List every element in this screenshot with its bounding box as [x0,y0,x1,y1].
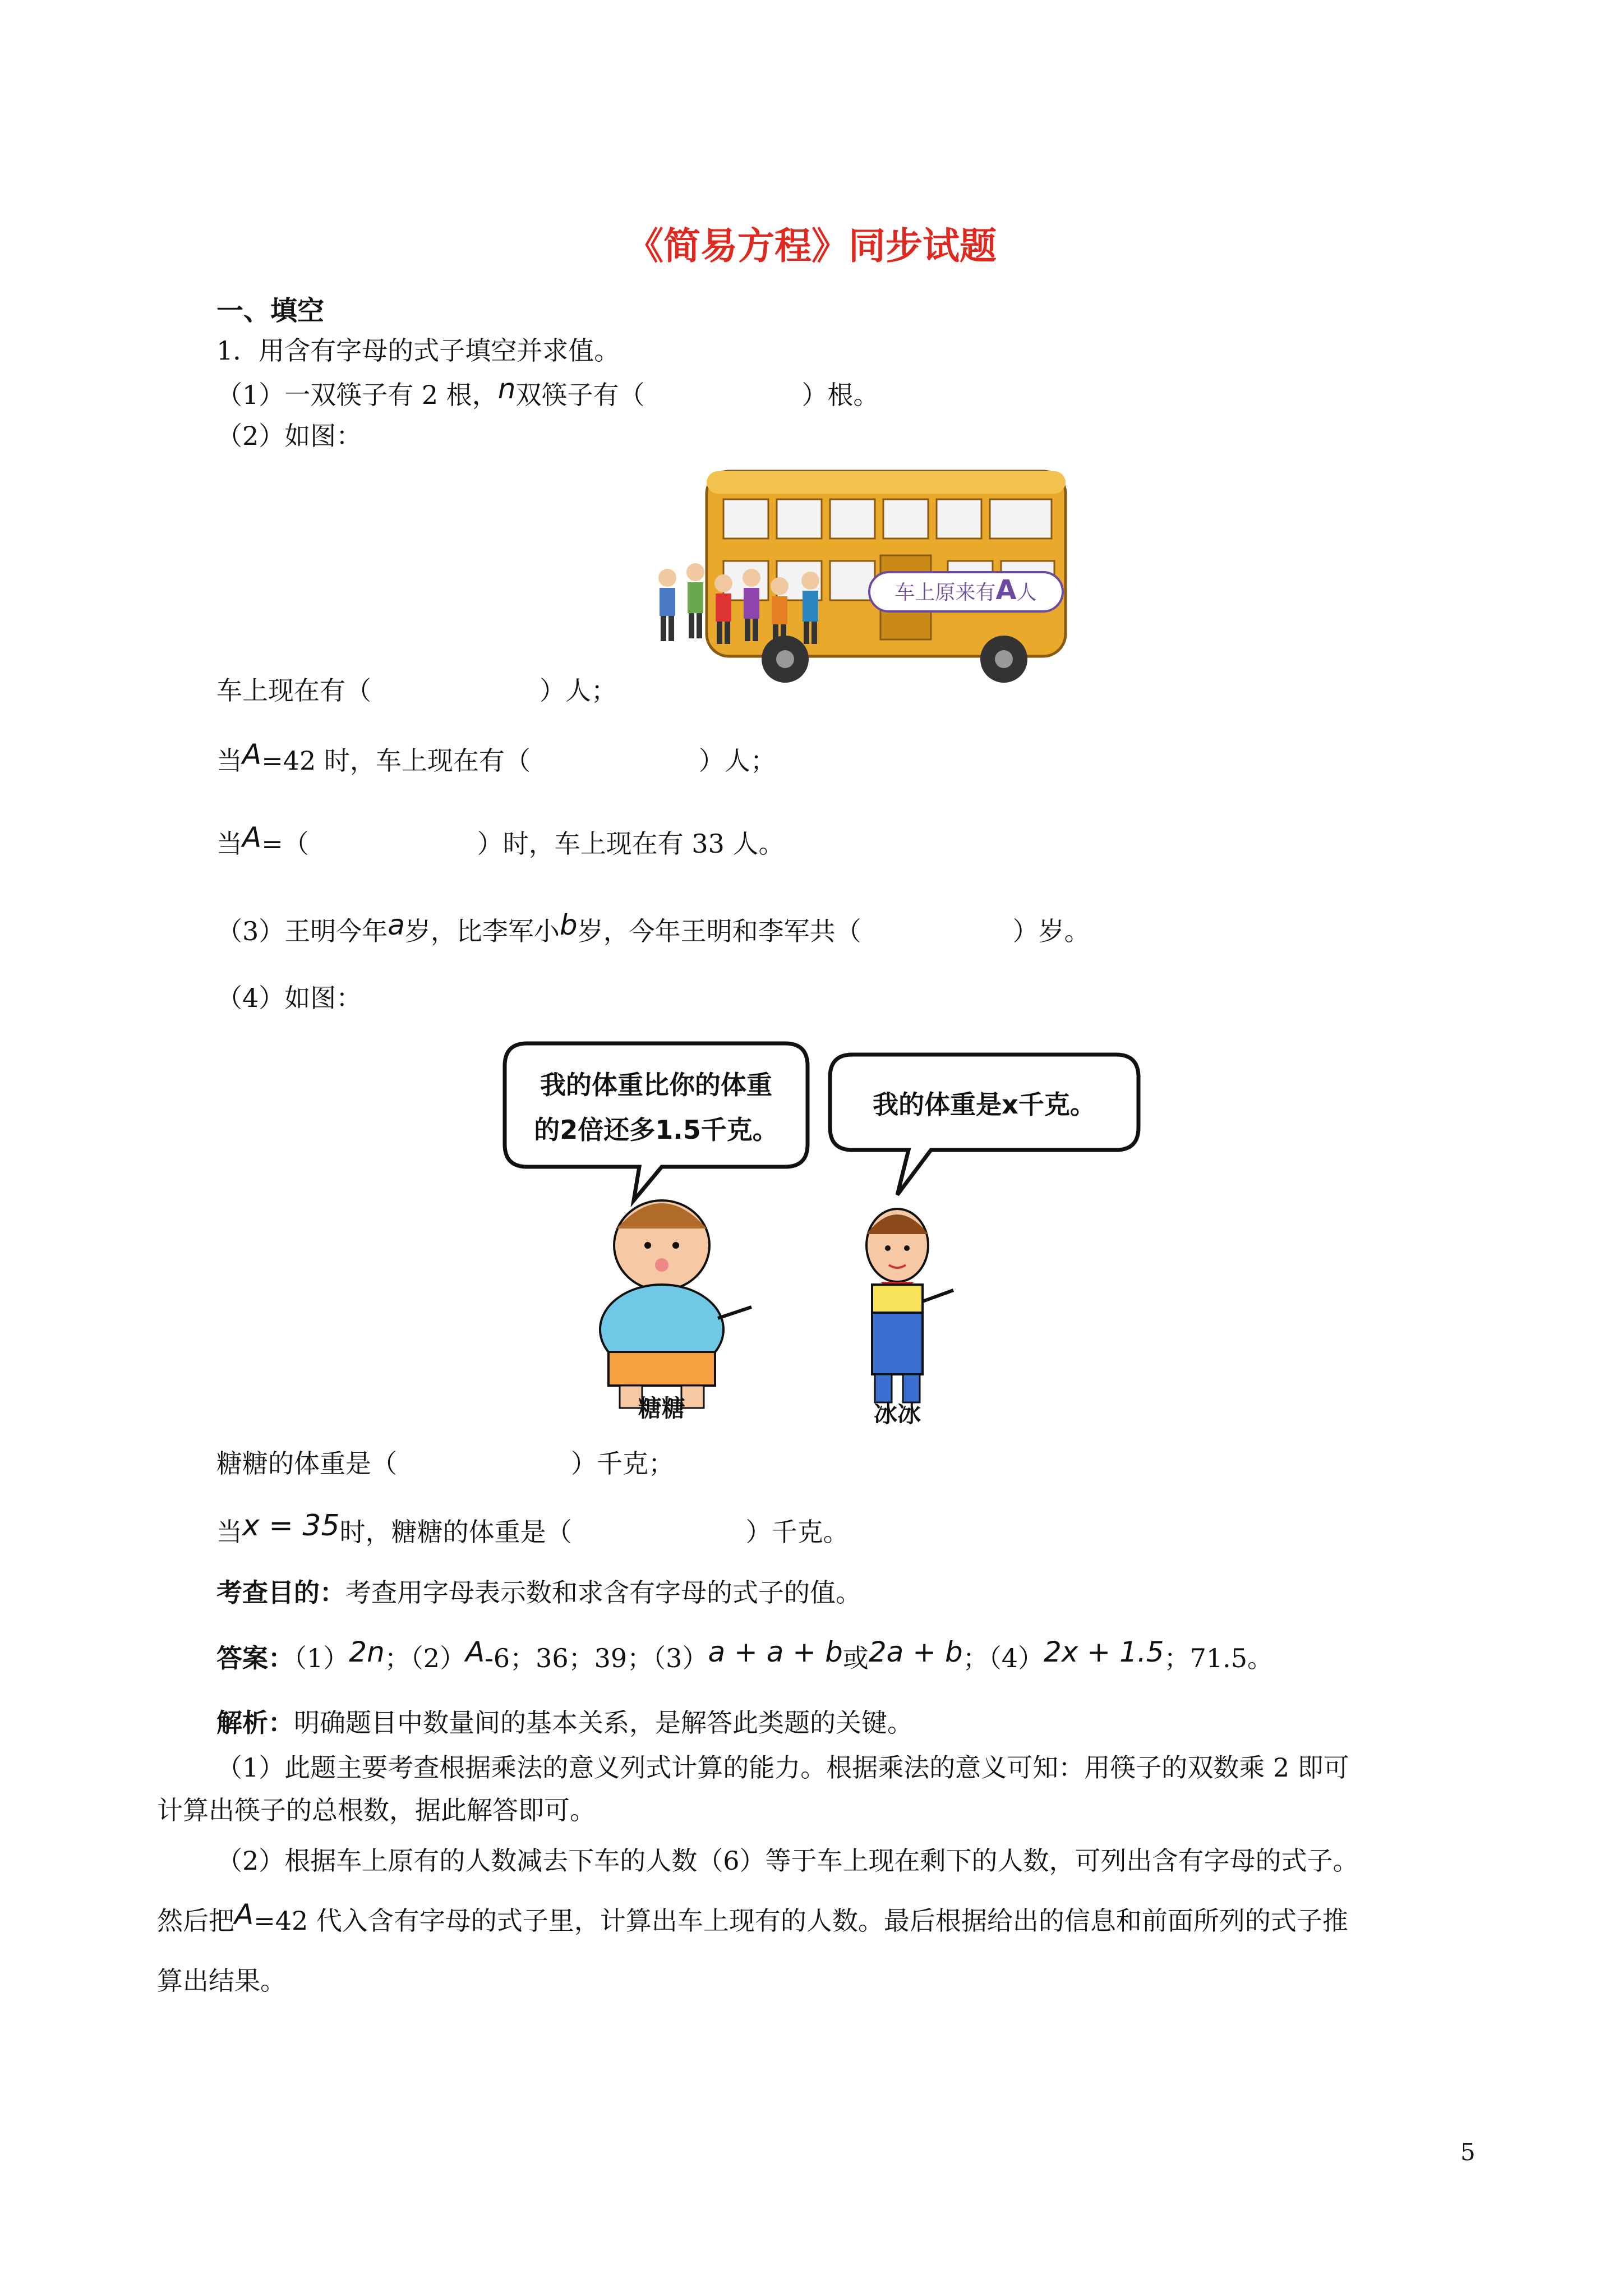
analysis-1-line1: （1）此题主要考查根据乘法的意义列式计算的能力。根据乘法的意义可知：用筷子的双数乘 2 即可 [216,1752,1349,1783]
line-bus-now: 车上现在有（ ）人； [216,675,617,706]
kids-illustration [494,1032,1155,1425]
line-x35: 当x = 35时，糖糖的体重是（ ）千克。 [216,1509,849,1547]
bubble-left-line2: 的2倍还多1.5千克。 [534,1115,778,1145]
kid-tangtang-icon [600,1200,751,1408]
page-number: 5 [1460,2138,1476,2166]
bubble-left-line1: 我的体重比你的体重 [540,1070,772,1100]
kid-bingbing-icon [866,1209,953,1402]
var-n: n [497,372,516,405]
analysis-1-line2: 计算出筷子的总根数，据此解答即可。 [157,1795,596,1825]
name-tangtang: 糖糖 [638,1395,686,1422]
bubble-right-text: 我的体重是x千克。 [873,1089,1096,1120]
analysis-2-line2: 然后把A=42 代入含有字母的式子里，计算出车上现有的人数。最后根据给出的信息和前面所列的式子推 [157,1898,1348,1936]
question-intro: 1．用含有字母的式子填空并求值。 [216,335,620,366]
bus-illustration [645,466,1077,701]
question-1-1: （1）一双筷子有 2 根，n双筷子有（ ）根。 [216,372,879,410]
line-a42: 当A=42 时，车上现在有（ ）人； [216,738,776,776]
name-bingbing: 冰冰 [873,1400,921,1425]
line-a33: 当A=（ ）时，车上现在有 33 人。 [216,821,785,859]
bus-label: 车上原来有A人 [895,574,1037,606]
analysis-line: 解析：明确题目中数量间的基本关系，是解答此类题的关键。 [216,1708,913,1738]
question-1-2: （2）如图： [216,421,362,451]
question-1-4: （4）如图： [216,983,362,1013]
analysis-2-line3: 算出结果。 [157,1966,286,1996]
section-heading: 一、填空 [216,295,325,326]
answer-line: 答案：（1）2n；（2）A-6；36；39；（3）a + a + b或2a + b；（4）2x + 1.5；71.5。 [216,1636,1274,1673]
question-1-3: （3）王明今年a岁，比李军小b岁，今年王明和李军共（ ）岁。 [216,909,1090,946]
line-tang-weight: 糖糖的体重是（ ）千克； [216,1448,674,1479]
analysis-2-line1: （2）根据车上原有的人数减去下车的人数（6）等于车上现在剩下的人数，可列出含有字母的式子。 [216,1846,1359,1876]
aim-line: 考查目的：考查用字母表示数和求含有字母的式子的值。 [216,1577,861,1608]
page-title: 《简易方程》同步试题 [626,224,997,268]
